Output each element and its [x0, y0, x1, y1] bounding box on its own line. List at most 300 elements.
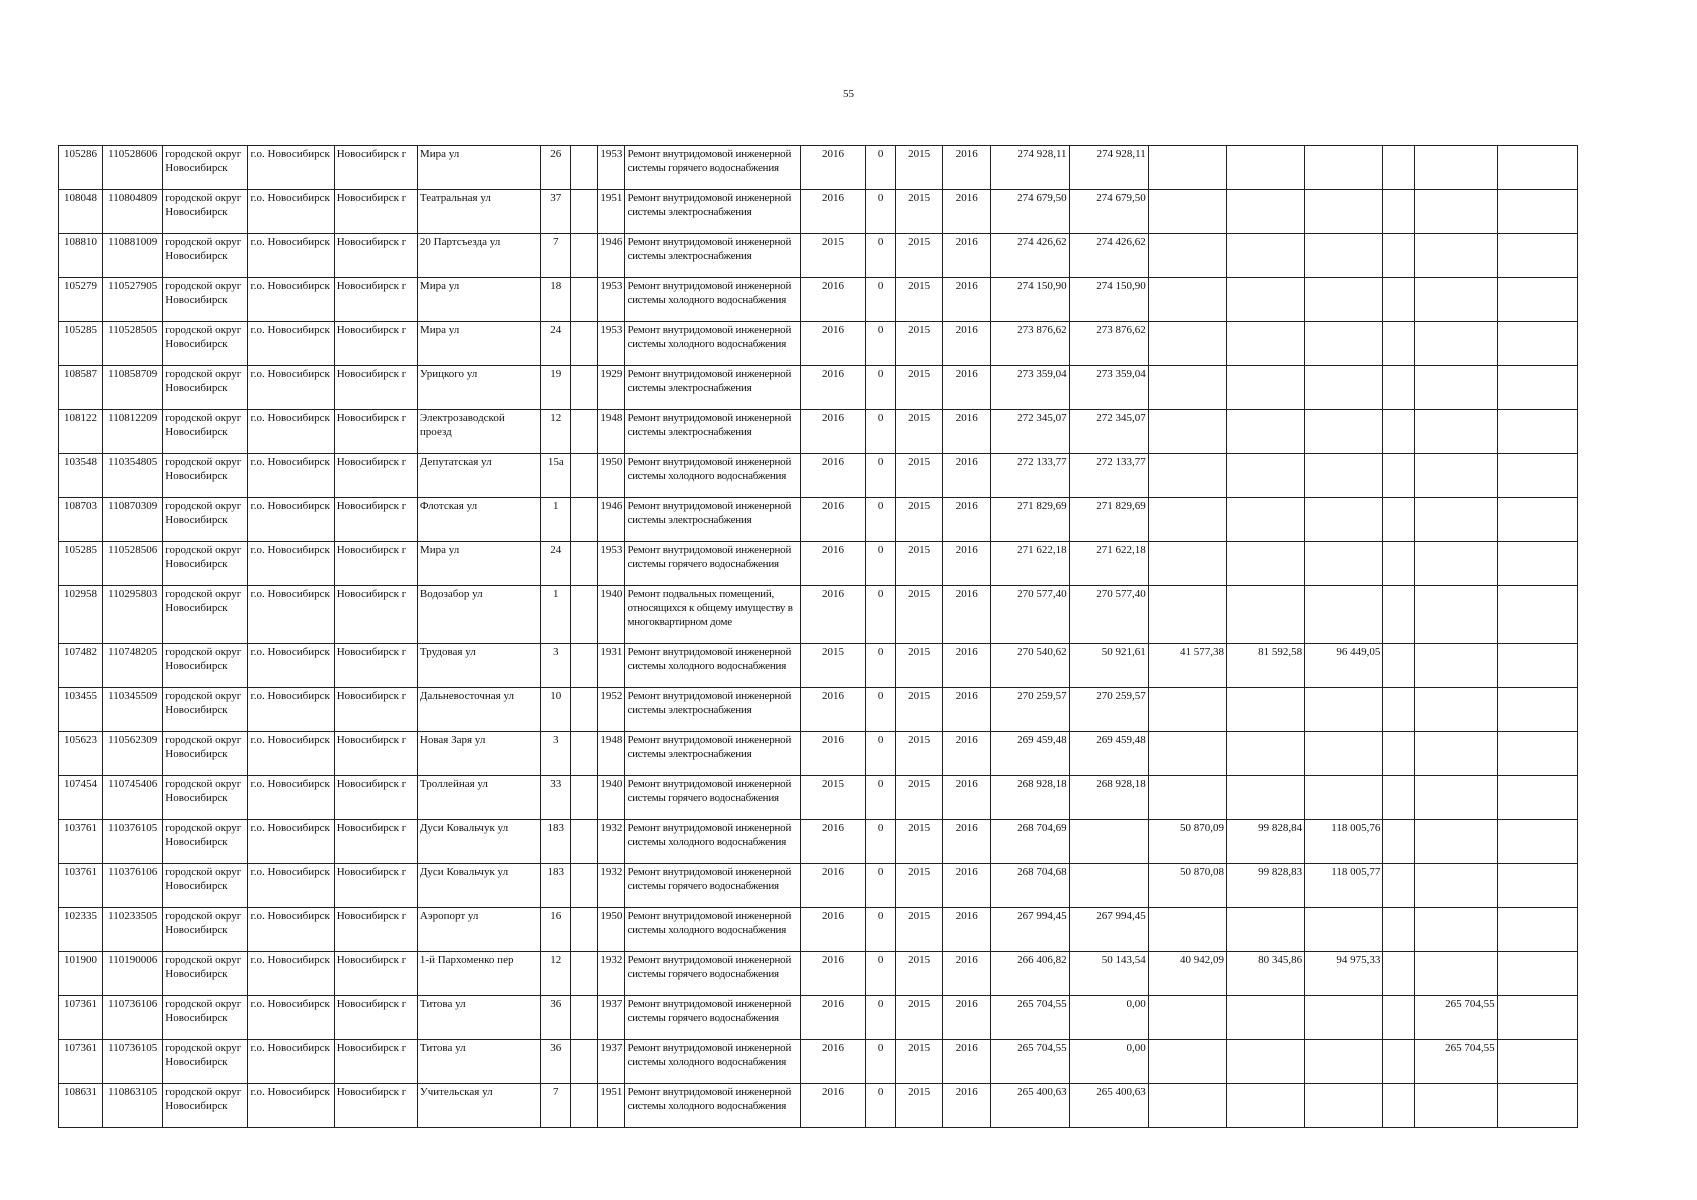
- street-cell: Электрозаводской проезд: [417, 410, 540, 454]
- year-built-cell: 1948: [598, 732, 625, 776]
- planned-year-cell: 2016: [800, 820, 865, 864]
- municipality-cell: г.о. Новосибирск: [248, 644, 334, 688]
- municipality-cell: г.о. Новосибирск: [248, 410, 334, 454]
- planned-year-cell: 2016: [800, 996, 865, 1040]
- house-number-cell: 7: [541, 234, 571, 278]
- street-cell: Мира ул: [417, 322, 540, 366]
- end-year-cell: 2016: [943, 146, 991, 190]
- year-built-cell: 1932: [598, 864, 625, 908]
- empty-cell: [571, 908, 598, 952]
- empty-cell: [571, 776, 598, 820]
- year-built-cell: 1950: [598, 908, 625, 952]
- street-cell: Мира ул: [417, 146, 540, 190]
- empty-cell: [571, 688, 598, 732]
- object-code-cell: 110748205: [103, 644, 163, 688]
- street-cell: Дуси Ковальчук ул: [417, 864, 540, 908]
- table-row: [59, 234, 1578, 278]
- start-year-cell: 2015: [896, 908, 943, 952]
- end-year-cell: 2016: [943, 454, 991, 498]
- record-id-cell: 108810: [59, 234, 103, 278]
- city-cell: Новосибирск г: [334, 1084, 417, 1128]
- total-cost-cell: 268 704,69: [991, 820, 1069, 864]
- object-code-cell: 110376106: [103, 864, 163, 908]
- house-number-cell: 33: [541, 776, 571, 820]
- source-5-amount-cell: [1497, 776, 1577, 820]
- object-code-cell: 110527905: [103, 278, 163, 322]
- register-body: [59, 146, 1578, 1128]
- end-year-cell: 2016: [943, 776, 991, 820]
- table-row: [59, 864, 1578, 908]
- object-code-cell: 110376105: [103, 820, 163, 864]
- source-4-amount-cell: [1415, 586, 1497, 644]
- fund-amount-cell: 50 143,54: [1069, 952, 1148, 996]
- work-description-cell: Ремонт внутридомовой инженерной системы электроснабжения: [625, 410, 800, 454]
- zero-cell: 0: [866, 322, 896, 366]
- source-1-amount-cell: [1148, 498, 1226, 542]
- fund-amount-cell: 267 994,45: [1069, 908, 1148, 952]
- house-number-cell: 10: [541, 688, 571, 732]
- fund-amount-cell: 272 345,07: [1069, 410, 1148, 454]
- year-built-cell: 1937: [598, 1040, 625, 1084]
- start-year-cell: 2015: [896, 688, 943, 732]
- empty-cell: [571, 952, 598, 996]
- total-cost-cell: 266 406,82: [991, 952, 1069, 996]
- year-built-cell: 1932: [598, 952, 625, 996]
- source-2-amount-cell: [1226, 908, 1304, 952]
- fund-amount-cell: 274 928,11: [1069, 146, 1148, 190]
- empty-cell: [1383, 146, 1415, 190]
- table-row: [59, 366, 1578, 410]
- planned-year-cell: 2016: [800, 146, 865, 190]
- city-cell: Новосибирск г: [334, 278, 417, 322]
- source-1-amount-cell: 40 942,09: [1148, 952, 1226, 996]
- record-id-cell: 108048: [59, 190, 103, 234]
- year-built-cell: 1932: [598, 820, 625, 864]
- end-year-cell: 2016: [943, 1040, 991, 1084]
- zero-cell: 0: [866, 908, 896, 952]
- table-row: [59, 1040, 1578, 1084]
- end-year-cell: 2016: [943, 1084, 991, 1128]
- source-3-amount-cell: [1305, 234, 1383, 278]
- work-description-cell: Ремонт внутридомовой инженерной системы горячего водоснабжения: [625, 864, 800, 908]
- source-5-amount-cell: [1497, 366, 1577, 410]
- object-code-cell: 110881009: [103, 234, 163, 278]
- source-3-amount-cell: 118 005,76: [1305, 820, 1383, 864]
- start-year-cell: 2015: [896, 322, 943, 366]
- source-2-amount-cell: [1226, 234, 1304, 278]
- fund-amount-cell: 270 577,40: [1069, 586, 1148, 644]
- end-year-cell: 2016: [943, 732, 991, 776]
- city-cell: Новосибирск г: [334, 864, 417, 908]
- municipality-cell: г.о. Новосибирск: [248, 278, 334, 322]
- source-1-amount-cell: [1148, 732, 1226, 776]
- end-year-cell: 2016: [943, 542, 991, 586]
- empty-cell: [1383, 410, 1415, 454]
- city-cell: Новосибирск г: [334, 952, 417, 996]
- work-description-cell: Ремонт внутридомовой инженерной системы электроснабжения: [625, 688, 800, 732]
- house-number-cell: 183: [541, 820, 571, 864]
- house-number-cell: 1: [541, 586, 571, 644]
- end-year-cell: 2016: [943, 864, 991, 908]
- planned-year-cell: 2016: [800, 190, 865, 234]
- empty-cell: [1383, 366, 1415, 410]
- house-number-cell: 3: [541, 732, 571, 776]
- fund-amount-cell: 274 679,50: [1069, 190, 1148, 234]
- planned-year-cell: 2016: [800, 278, 865, 322]
- table-row: [59, 776, 1578, 820]
- source-2-amount-cell: 81 592,58: [1226, 644, 1304, 688]
- total-cost-cell: 270 540,62: [991, 644, 1069, 688]
- street-cell: Троллейная ул: [417, 776, 540, 820]
- fund-amount-cell: 0,00: [1069, 996, 1148, 1040]
- empty-cell: [571, 586, 598, 644]
- street-cell: Водозабор ул: [417, 586, 540, 644]
- source-5-amount-cell: [1497, 820, 1577, 864]
- source-4-amount-cell: [1415, 454, 1497, 498]
- empty-cell: [571, 454, 598, 498]
- object-code-cell: 110528606: [103, 146, 163, 190]
- work-description-cell: Ремонт внутридомовой инженерной системы горячего водоснабжения: [625, 146, 800, 190]
- total-cost-cell: 274 679,50: [991, 190, 1069, 234]
- year-built-cell: 1948: [598, 410, 625, 454]
- zero-cell: 0: [866, 542, 896, 586]
- source-2-amount-cell: 99 828,83: [1226, 864, 1304, 908]
- source-2-amount-cell: [1226, 454, 1304, 498]
- table-row: [59, 996, 1578, 1040]
- source-3-amount-cell: [1305, 146, 1383, 190]
- empty-cell: [571, 146, 598, 190]
- end-year-cell: 2016: [943, 410, 991, 454]
- planned-year-cell: 2015: [800, 644, 865, 688]
- work-description-cell: Ремонт внутридомовой инженерной системы холодного водоснабжения: [625, 322, 800, 366]
- source-5-amount-cell: [1497, 498, 1577, 542]
- total-cost-cell: 267 994,45: [991, 908, 1069, 952]
- year-built-cell: 1953: [598, 322, 625, 366]
- record-id-cell: 105279: [59, 278, 103, 322]
- house-number-cell: 18: [541, 278, 571, 322]
- district-cell: городской округ Новосибирск: [163, 644, 248, 688]
- record-id-cell: 105623: [59, 732, 103, 776]
- city-cell: Новосибирск г: [334, 776, 417, 820]
- source-4-amount-cell: [1415, 644, 1497, 688]
- zero-cell: 0: [866, 190, 896, 234]
- table-row: [59, 586, 1578, 644]
- year-built-cell: 1937: [598, 996, 625, 1040]
- object-code-cell: 110858709: [103, 366, 163, 410]
- house-number-cell: 16: [541, 908, 571, 952]
- empty-cell: [1383, 498, 1415, 542]
- work-description-cell: Ремонт внутридомовой инженерной системы холодного водоснабжения: [625, 1084, 800, 1128]
- total-cost-cell: 269 459,48: [991, 732, 1069, 776]
- year-built-cell: 1929: [598, 366, 625, 410]
- record-id-cell: 107482: [59, 644, 103, 688]
- record-id-cell: 105285: [59, 322, 103, 366]
- source-4-amount-cell: [1415, 688, 1497, 732]
- planned-year-cell: 2015: [800, 776, 865, 820]
- object-code-cell: 110745406: [103, 776, 163, 820]
- source-5-amount-cell: [1497, 644, 1577, 688]
- city-cell: Новосибирск г: [334, 908, 417, 952]
- year-built-cell: 1950: [598, 454, 625, 498]
- source-2-amount-cell: [1226, 1084, 1304, 1128]
- district-cell: городской округ Новосибирск: [163, 1040, 248, 1084]
- street-cell: 1-й Пархоменко пер: [417, 952, 540, 996]
- empty-cell: [571, 498, 598, 542]
- empty-cell: [1383, 1084, 1415, 1128]
- municipality-cell: г.о. Новосибирск: [248, 454, 334, 498]
- municipality-cell: г.о. Новосибирск: [248, 586, 334, 644]
- empty-cell: [571, 410, 598, 454]
- record-id-cell: 103455: [59, 688, 103, 732]
- district-cell: городской округ Новосибирск: [163, 996, 248, 1040]
- table-row: [59, 146, 1578, 190]
- street-cell: Новая Заря ул: [417, 732, 540, 776]
- fund-amount-cell: [1069, 820, 1148, 864]
- fund-amount-cell: 272 133,77: [1069, 454, 1148, 498]
- table-row: [59, 644, 1578, 688]
- source-5-amount-cell: [1497, 952, 1577, 996]
- fund-amount-cell: 274 150,90: [1069, 278, 1148, 322]
- work-description-cell: Ремонт подвальных помещений, относящихся к общему имуществу в многоквартирном доме: [625, 586, 800, 644]
- empty-cell: [571, 322, 598, 366]
- zero-cell: 0: [866, 644, 896, 688]
- source-1-amount-cell: [1148, 776, 1226, 820]
- fund-amount-cell: 271 829,69: [1069, 498, 1148, 542]
- city-cell: Новосибирск г: [334, 190, 417, 234]
- source-5-amount-cell: [1497, 410, 1577, 454]
- source-1-amount-cell: [1148, 322, 1226, 366]
- empty-cell: [571, 1084, 598, 1128]
- work-description-cell: Ремонт внутридомовой инженерной системы электроснабжения: [625, 498, 800, 542]
- zero-cell: 0: [866, 410, 896, 454]
- start-year-cell: 2015: [896, 190, 943, 234]
- start-year-cell: 2015: [896, 952, 943, 996]
- year-built-cell: 1940: [598, 586, 625, 644]
- city-cell: Новосибирск г: [334, 410, 417, 454]
- source-5-amount-cell: [1497, 1040, 1577, 1084]
- empty-cell: [1383, 644, 1415, 688]
- street-cell: 20 Партсъезда ул: [417, 234, 540, 278]
- city-cell: Новосибирск г: [334, 146, 417, 190]
- end-year-cell: 2016: [943, 278, 991, 322]
- work-description-cell: Ремонт внутридомовой инженерной системы горячего водоснабжения: [625, 996, 800, 1040]
- source-4-amount-cell: [1415, 542, 1497, 586]
- end-year-cell: 2016: [943, 908, 991, 952]
- source-3-amount-cell: [1305, 586, 1383, 644]
- year-built-cell: 1931: [598, 644, 625, 688]
- planned-year-cell: 2016: [800, 732, 865, 776]
- source-4-amount-cell: [1415, 820, 1497, 864]
- table-row: [59, 688, 1578, 732]
- zero-cell: 0: [866, 864, 896, 908]
- source-1-amount-cell: [1148, 234, 1226, 278]
- source-3-amount-cell: [1305, 498, 1383, 542]
- city-cell: Новосибирск г: [334, 820, 417, 864]
- source-5-amount-cell: [1497, 586, 1577, 644]
- city-cell: Новосибирск г: [334, 688, 417, 732]
- empty-cell: [1383, 542, 1415, 586]
- total-cost-cell: 268 928,18: [991, 776, 1069, 820]
- object-code-cell: 110190006: [103, 952, 163, 996]
- municipality-cell: г.о. Новосибирск: [248, 234, 334, 278]
- source-5-amount-cell: [1497, 864, 1577, 908]
- source-1-amount-cell: [1148, 908, 1226, 952]
- zero-cell: 0: [866, 146, 896, 190]
- object-code-cell: 110528506: [103, 542, 163, 586]
- empty-cell: [571, 732, 598, 776]
- city-cell: Новосибирск г: [334, 644, 417, 688]
- page-number: 55: [843, 88, 854, 100]
- total-cost-cell: 274 928,11: [991, 146, 1069, 190]
- object-code-cell: 110233505: [103, 908, 163, 952]
- planned-year-cell: 2016: [800, 454, 865, 498]
- work-description-cell: Ремонт внутридомовой инженерной системы холодного водоснабжения: [625, 820, 800, 864]
- district-cell: городской округ Новосибирск: [163, 908, 248, 952]
- zero-cell: 0: [866, 996, 896, 1040]
- table-row: [59, 952, 1578, 996]
- record-id-cell: 101900: [59, 952, 103, 996]
- repair-register-table: [58, 145, 1578, 1128]
- source-5-amount-cell: [1497, 688, 1577, 732]
- fund-amount-cell: 274 426,62: [1069, 234, 1148, 278]
- source-1-amount-cell: [1148, 1084, 1226, 1128]
- planned-year-cell: 2016: [800, 322, 865, 366]
- source-2-amount-cell: [1226, 688, 1304, 732]
- zero-cell: 0: [866, 732, 896, 776]
- record-id-cell: 108631: [59, 1084, 103, 1128]
- municipality-cell: г.о. Новосибирск: [248, 688, 334, 732]
- municipality-cell: г.о. Новосибирск: [248, 820, 334, 864]
- table-row: [59, 908, 1578, 952]
- empty-cell: [1383, 234, 1415, 278]
- source-5-amount-cell: [1497, 732, 1577, 776]
- total-cost-cell: 268 704,68: [991, 864, 1069, 908]
- district-cell: городской округ Новосибирск: [163, 732, 248, 776]
- start-year-cell: 2015: [896, 776, 943, 820]
- source-1-amount-cell: [1148, 146, 1226, 190]
- record-id-cell: 107361: [59, 996, 103, 1040]
- record-id-cell: 105285: [59, 542, 103, 586]
- record-id-cell: 108703: [59, 498, 103, 542]
- empty-cell: [1383, 864, 1415, 908]
- source-3-amount-cell: [1305, 454, 1383, 498]
- fund-amount-cell: 273 876,62: [1069, 322, 1148, 366]
- source-1-amount-cell: [1148, 1040, 1226, 1084]
- zero-cell: 0: [866, 820, 896, 864]
- object-code-cell: 110562309: [103, 732, 163, 776]
- work-description-cell: Ремонт внутридомовой инженерной системы электроснабжения: [625, 366, 800, 410]
- district-cell: городской округ Новосибирск: [163, 542, 248, 586]
- source-4-amount-cell: [1415, 322, 1497, 366]
- source-3-amount-cell: 94 975,33: [1305, 952, 1383, 996]
- table-row: [59, 732, 1578, 776]
- source-1-amount-cell: [1148, 410, 1226, 454]
- source-3-amount-cell: [1305, 688, 1383, 732]
- street-cell: Дуси Ковальчук ул: [417, 820, 540, 864]
- planned-year-cell: 2016: [800, 952, 865, 996]
- source-5-amount-cell: [1497, 908, 1577, 952]
- source-3-amount-cell: [1305, 190, 1383, 234]
- municipality-cell: г.о. Новосибирск: [248, 1040, 334, 1084]
- object-code-cell: 110863105: [103, 1084, 163, 1128]
- start-year-cell: 2015: [896, 278, 943, 322]
- house-number-cell: 7: [541, 1084, 571, 1128]
- house-number-cell: 37: [541, 190, 571, 234]
- object-code-cell: 110354805: [103, 454, 163, 498]
- start-year-cell: 2015: [896, 410, 943, 454]
- source-3-amount-cell: [1305, 776, 1383, 820]
- empty-cell: [571, 644, 598, 688]
- table-row: [59, 410, 1578, 454]
- zero-cell: 0: [866, 498, 896, 542]
- source-4-amount-cell: [1415, 498, 1497, 542]
- municipality-cell: г.о. Новосибирск: [248, 776, 334, 820]
- start-year-cell: 2015: [896, 234, 943, 278]
- source-2-amount-cell: [1226, 586, 1304, 644]
- street-cell: Флотская ул: [417, 498, 540, 542]
- planned-year-cell: 2016: [800, 542, 865, 586]
- source-4-amount-cell: [1415, 776, 1497, 820]
- empty-cell: [1383, 278, 1415, 322]
- empty-cell: [571, 996, 598, 1040]
- source-3-amount-cell: [1305, 996, 1383, 1040]
- total-cost-cell: 270 259,57: [991, 688, 1069, 732]
- source-3-amount-cell: [1305, 278, 1383, 322]
- year-built-cell: 1946: [598, 498, 625, 542]
- district-cell: городской округ Новосибирск: [163, 952, 248, 996]
- table-row: [59, 278, 1578, 322]
- municipality-cell: г.о. Новосибирск: [248, 366, 334, 410]
- work-description-cell: Ремонт внутридомовой инженерной системы горячего водоснабжения: [625, 776, 800, 820]
- district-cell: городской округ Новосибирск: [163, 366, 248, 410]
- start-year-cell: 2015: [896, 542, 943, 586]
- source-4-amount-cell: [1415, 278, 1497, 322]
- start-year-cell: 2015: [896, 820, 943, 864]
- total-cost-cell: 272 345,07: [991, 410, 1069, 454]
- source-3-amount-cell: [1305, 1040, 1383, 1084]
- work-description-cell: Ремонт внутридомовой инженерной системы электроснабжения: [625, 234, 800, 278]
- source-5-amount-cell: [1497, 234, 1577, 278]
- total-cost-cell: 271 829,69: [991, 498, 1069, 542]
- district-cell: городской округ Новосибирск: [163, 190, 248, 234]
- empty-cell: [571, 278, 598, 322]
- house-number-cell: 24: [541, 322, 571, 366]
- source-1-amount-cell: [1148, 278, 1226, 322]
- source-3-amount-cell: [1305, 410, 1383, 454]
- zero-cell: 0: [866, 1084, 896, 1128]
- city-cell: Новосибирск г: [334, 586, 417, 644]
- zero-cell: 0: [866, 776, 896, 820]
- city-cell: Новосибирск г: [334, 542, 417, 586]
- zero-cell: 0: [866, 278, 896, 322]
- empty-cell: [571, 820, 598, 864]
- table-row: [59, 498, 1578, 542]
- record-id-cell: 102958: [59, 586, 103, 644]
- municipality-cell: г.о. Новосибирск: [248, 190, 334, 234]
- end-year-cell: 2016: [943, 366, 991, 410]
- table-row: [59, 820, 1578, 864]
- district-cell: городской округ Новосибирск: [163, 322, 248, 366]
- work-description-cell: Ремонт внутридомовой инженерной системы холодного водоснабжения: [625, 1040, 800, 1084]
- source-5-amount-cell: [1497, 190, 1577, 234]
- empty-cell: [1383, 732, 1415, 776]
- source-5-amount-cell: [1497, 278, 1577, 322]
- municipality-cell: г.о. Новосибирск: [248, 864, 334, 908]
- start-year-cell: 2015: [896, 1084, 943, 1128]
- record-id-cell: 107454: [59, 776, 103, 820]
- total-cost-cell: 274 150,90: [991, 278, 1069, 322]
- work-description-cell: Ремонт внутридомовой инженерной системы электроснабжения: [625, 732, 800, 776]
